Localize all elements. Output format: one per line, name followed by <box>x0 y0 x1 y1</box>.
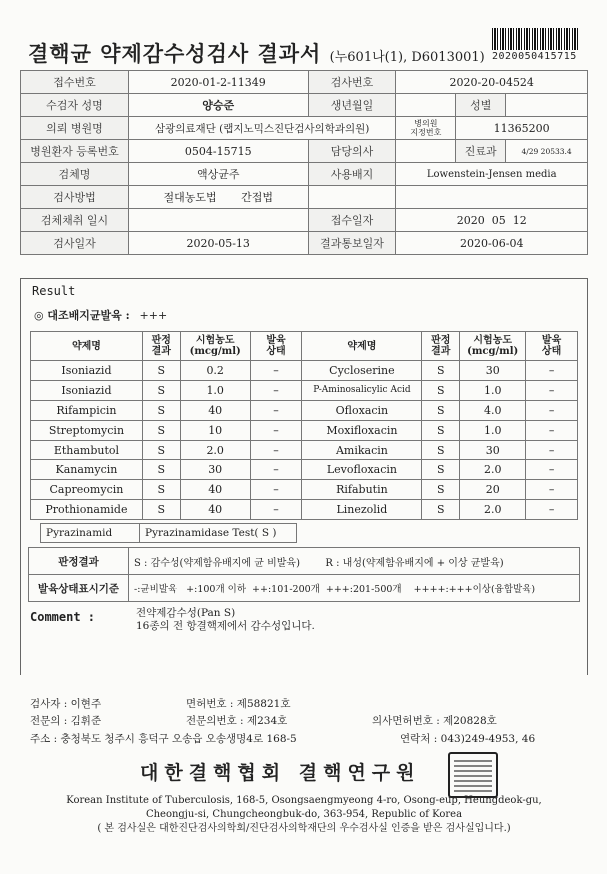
drug-drug: Isoniazid <box>31 361 143 381</box>
specialist-name: 김휘준 <box>70 715 102 727</box>
drug-conc: 40 <box>180 500 250 520</box>
drug-growth: – <box>250 400 302 420</box>
growth-legend-label: 발육상태표시기준 <box>29 575 129 602</box>
header-info-table <box>20 70 588 255</box>
drug-drug: Isoniazid <box>31 380 143 400</box>
drug-conc: 1.0 <box>460 420 526 440</box>
col-judge-1: 판정 <box>151 335 171 346</box>
specimen: 액상균주 <box>128 163 308 186</box>
drug-judge: S <box>142 400 180 420</box>
col-growth-b-1: 발육 <box>541 335 562 346</box>
drug-conc: 1.0 <box>180 380 250 400</box>
drug-growth: – <box>526 380 578 400</box>
hospital-label: 의뢰 병원명 <box>21 117 129 140</box>
receipt-no: 2020-01-2-11349 <box>128 71 308 94</box>
col-drug: 약제명 <box>31 332 143 361</box>
drug-drug: P-Aminosalicylic Acid <box>302 380 422 400</box>
drug-conc: 4.0 <box>460 400 526 420</box>
col-judge-b <box>422 332 460 361</box>
drug-judge: S <box>422 380 460 400</box>
drug-growth: – <box>250 361 302 381</box>
drug-judge: S <box>422 480 460 500</box>
drug-drug: Moxifloxacin <box>302 420 422 440</box>
medium-label: 사용배지 <box>308 163 396 186</box>
hospital-code-label <box>396 117 456 140</box>
contact-value: 043)249-4953, 46 <box>440 733 536 745</box>
col-conc-b <box>460 332 526 361</box>
specialist <box>30 713 101 728</box>
drug-drug: Capreomycin <box>31 480 143 500</box>
barcode-icon <box>492 28 578 50</box>
legend-table <box>28 547 580 602</box>
collect-date-label: 검체채취 일시 <box>21 209 129 232</box>
address-label: 주소 : <box>30 733 58 745</box>
contact <box>400 731 535 746</box>
specialist-no-value: 제234호 <box>246 715 288 727</box>
drug-drug: Ofloxacin <box>302 400 422 420</box>
institute-en-line-2: Cheongju-si, Chungcheongbuk-do, 363-954, Republic of Korea <box>145 809 463 820</box>
medium: Lowenstein-Jensen media <box>396 163 588 186</box>
doctor-label: 담당의사 <box>308 140 396 163</box>
drug-judge: S <box>142 480 180 500</box>
drug-table-header <box>31 332 578 361</box>
specimen-label: 검체명 <box>21 163 129 186</box>
receipt-no-label: 접수번호 <box>21 71 129 94</box>
drug-growth: – <box>250 480 302 500</box>
drug-drug: Rifampicin <box>31 400 143 420</box>
table-row <box>31 460 578 480</box>
growth-legend-values: -:균비발육 +:100개 이하 ++:101-200개 +++:201-500개 ++++:+++이상(융합발육) <box>129 575 580 602</box>
drug-growth: – <box>526 480 578 500</box>
drug-conc: 40 <box>180 480 250 500</box>
sex <box>506 94 588 117</box>
method-label: 검사방법 <box>21 186 129 209</box>
drug-judge: S <box>142 440 180 460</box>
specialist-no-label: 전문의번호 : <box>186 715 244 727</box>
drug-conc: 2.0 <box>180 440 250 460</box>
drug-drug: Streptomycin <box>31 420 143 440</box>
doctor-license <box>372 713 497 728</box>
report-date-label: 결과통보일자 <box>308 232 396 255</box>
col-judge-b-1: 판정 <box>431 335 451 346</box>
report-title <box>28 38 485 68</box>
institute-address-en <box>30 794 578 836</box>
drug-growth: – <box>526 440 578 460</box>
method-absolute: 절대농도법 <box>163 191 217 204</box>
hospital-code: 11365200 <box>456 117 588 140</box>
receive-date-label: 접수일자 <box>308 209 396 232</box>
hospital-name: 삼광의료재단 (랩지노믹스진단검사의학과의원) <box>128 117 396 140</box>
drug-drug: Prothionamide <box>31 500 143 520</box>
drug-growth: – <box>250 380 302 400</box>
drug-drug: Rifabutin <box>302 480 422 500</box>
col-judge <box>142 332 180 361</box>
table-row <box>31 500 578 520</box>
drug-conc: 30 <box>180 460 250 480</box>
test-date-label: 검사일자 <box>21 232 129 255</box>
drug-conc: 2.0 <box>460 460 526 480</box>
drug-conc: 1.0 <box>460 380 526 400</box>
specialist-label: 전문의 : <box>30 715 68 727</box>
control-growth-label: ◎ 대조배지균발육 : <box>34 309 130 322</box>
tester-label: 검사자 : <box>30 698 68 710</box>
receive-date: 2020 05 12 <box>396 209 588 232</box>
col-growth-b-2: 상태 <box>541 346 562 357</box>
address <box>30 731 297 746</box>
drug-judge: S <box>422 500 460 520</box>
judgement-r: R : 내성(약제함유배지에 + 이상 균발육) <box>325 557 504 569</box>
drug-drug: Levofloxacin <box>302 460 422 480</box>
drug-growth: – <box>526 460 578 480</box>
reg-no-label: 병원환자 등록번호 <box>21 140 129 163</box>
report-code: (누601나(1), D6013001) <box>329 50 485 65</box>
address-value: 충청북도 청주시 흥덕구 오송읍 오송생명4로 168-5 <box>60 733 297 745</box>
judgement-label: 판정결과 <box>29 548 129 575</box>
doctor <box>396 140 456 163</box>
birthdate-label: 생년월일 <box>308 94 396 117</box>
drug-growth: – <box>250 440 302 460</box>
license-no: 제58821호 <box>236 698 291 710</box>
col-drug-2: 약제명 <box>302 332 422 361</box>
method <box>128 186 308 209</box>
drug-drug: Ethambutol <box>31 440 143 460</box>
drug-conc: 30 <box>460 361 526 381</box>
test-date: 2020-05-13 <box>128 232 308 255</box>
method-blank-1 <box>308 186 396 209</box>
report-title-text: 결핵균 약제감수성검사 결과서 <box>28 41 322 66</box>
drug-conc: 40 <box>180 400 250 420</box>
barcode-number: 2020050415715 <box>492 51 577 62</box>
col-growth <box>250 332 302 361</box>
method-indirect: 간접법 <box>241 191 273 204</box>
table-row <box>31 380 578 400</box>
doctor-license-label: 의사면허번호 : <box>372 715 440 727</box>
col-growth-1: 발육 <box>266 335 286 346</box>
col-conc-1: 시험농도 <box>195 335 235 346</box>
tester-name: 이현주 <box>70 698 102 710</box>
drug-growth: – <box>526 400 578 420</box>
drug-growth: – <box>526 420 578 440</box>
table-row <box>31 480 578 500</box>
pyrazinamid-table <box>40 523 297 543</box>
col-conc-b-2: (mcg/ml) <box>467 346 519 357</box>
col-judge-b-2: 결과 <box>431 346 451 357</box>
table-row <box>31 440 578 460</box>
control-growth <box>34 307 167 323</box>
judgement-s: S : 감수성(약제함유배지에 균 비발육) <box>134 557 300 569</box>
drug-drug: Cycloserine <box>302 361 422 381</box>
comment-line-1: 전약제감수성(Pan S) <box>136 607 236 619</box>
drug-susceptibility-table <box>30 331 578 520</box>
hospital-code-label-2: 지정번호 <box>410 128 442 137</box>
drug-judge: S <box>422 420 460 440</box>
license <box>186 696 291 711</box>
drug-conc: 10 <box>180 420 250 440</box>
contact-label: 연락처 : <box>400 733 438 745</box>
drug-judge: S <box>142 380 180 400</box>
col-conc-b-1: 시험농도 <box>473 335 513 346</box>
control-growth-value: +++ <box>139 309 168 322</box>
drug-judge: S <box>422 361 460 381</box>
test-no-label: 검사번호 <box>308 71 396 94</box>
drug-conc: 0.2 <box>180 361 250 381</box>
institute-en-line-1: Korean Institute of Tuberculosis, 168-5, Osongsaengmyeong 4-ro, Osong-eup, Heungdeok-gu, <box>66 795 542 806</box>
specialist-no <box>186 713 287 728</box>
test-no: 2020-20-04524 <box>396 71 588 94</box>
col-growth-2: 상태 <box>266 346 286 357</box>
drug-drug: Kanamycin <box>31 460 143 480</box>
patient-name-label: 수검자 성명 <box>21 94 129 117</box>
birthdate <box>396 94 456 117</box>
comment-line-2: 16종의 전 항결핵제에서 감수성입니다. <box>136 620 315 632</box>
result-label: Result <box>32 284 76 298</box>
drug-growth: – <box>526 361 578 381</box>
drug-judge: S <box>422 400 460 420</box>
report-date: 2020-06-04 <box>396 232 588 255</box>
drug-growth: – <box>250 420 302 440</box>
drug-judge: S <box>142 500 180 520</box>
drug-conc: 2.0 <box>460 500 526 520</box>
table-row <box>31 361 578 381</box>
drug-drug: Amikacin <box>302 440 422 460</box>
reg-no: 0504-15715 <box>128 140 308 163</box>
institute-name-kr: 대한결핵협회 결핵연구원 <box>140 762 421 784</box>
hospital-code-label-1: 병의원 <box>414 119 438 128</box>
drug-judge: S <box>142 361 180 381</box>
drug-judge: S <box>142 420 180 440</box>
dept-label: 진료과 <box>456 140 506 163</box>
dept: 4/29 20533.4 <box>506 140 588 163</box>
comment <box>136 607 315 633</box>
license-label: 면허번호 : <box>186 698 234 710</box>
col-growth-b <box>526 332 578 361</box>
drug-judge: S <box>422 460 460 480</box>
collect-date <box>128 209 308 232</box>
drug-conc: 30 <box>460 440 526 460</box>
table-row <box>31 400 578 420</box>
drug-conc: 20 <box>460 480 526 500</box>
table-row <box>31 420 578 440</box>
pyrazinamid-value: Pyrazinamidase Test( S ) <box>140 524 297 543</box>
patient-name: 양승준 <box>128 94 308 117</box>
sex-label: 성별 <box>456 94 506 117</box>
drug-drug: Linezolid <box>302 500 422 520</box>
method-blank-2 <box>396 186 588 209</box>
certification-note: ( 본 검사실은 대한진단검사의학회/진단검사의학재단의 우수검사실 인증을 받은 검사실입니다.) <box>97 823 511 834</box>
drug-growth: – <box>250 460 302 480</box>
official-seal-icon <box>448 752 498 798</box>
pyrazinamid-label: Pyrazinamid <box>41 524 140 543</box>
drug-growth: – <box>250 500 302 520</box>
col-conc <box>180 332 250 361</box>
col-judge-2: 결과 <box>151 346 171 357</box>
drug-judge: S <box>142 460 180 480</box>
tester <box>30 696 101 711</box>
drug-judge: S <box>422 440 460 460</box>
col-conc-2: (mcg/ml) <box>189 346 241 357</box>
doctor-license-no: 제20828호 <box>443 715 497 727</box>
judgement-values <box>129 548 580 575</box>
drug-growth: – <box>526 500 578 520</box>
comment-label: Comment : <box>30 610 96 624</box>
